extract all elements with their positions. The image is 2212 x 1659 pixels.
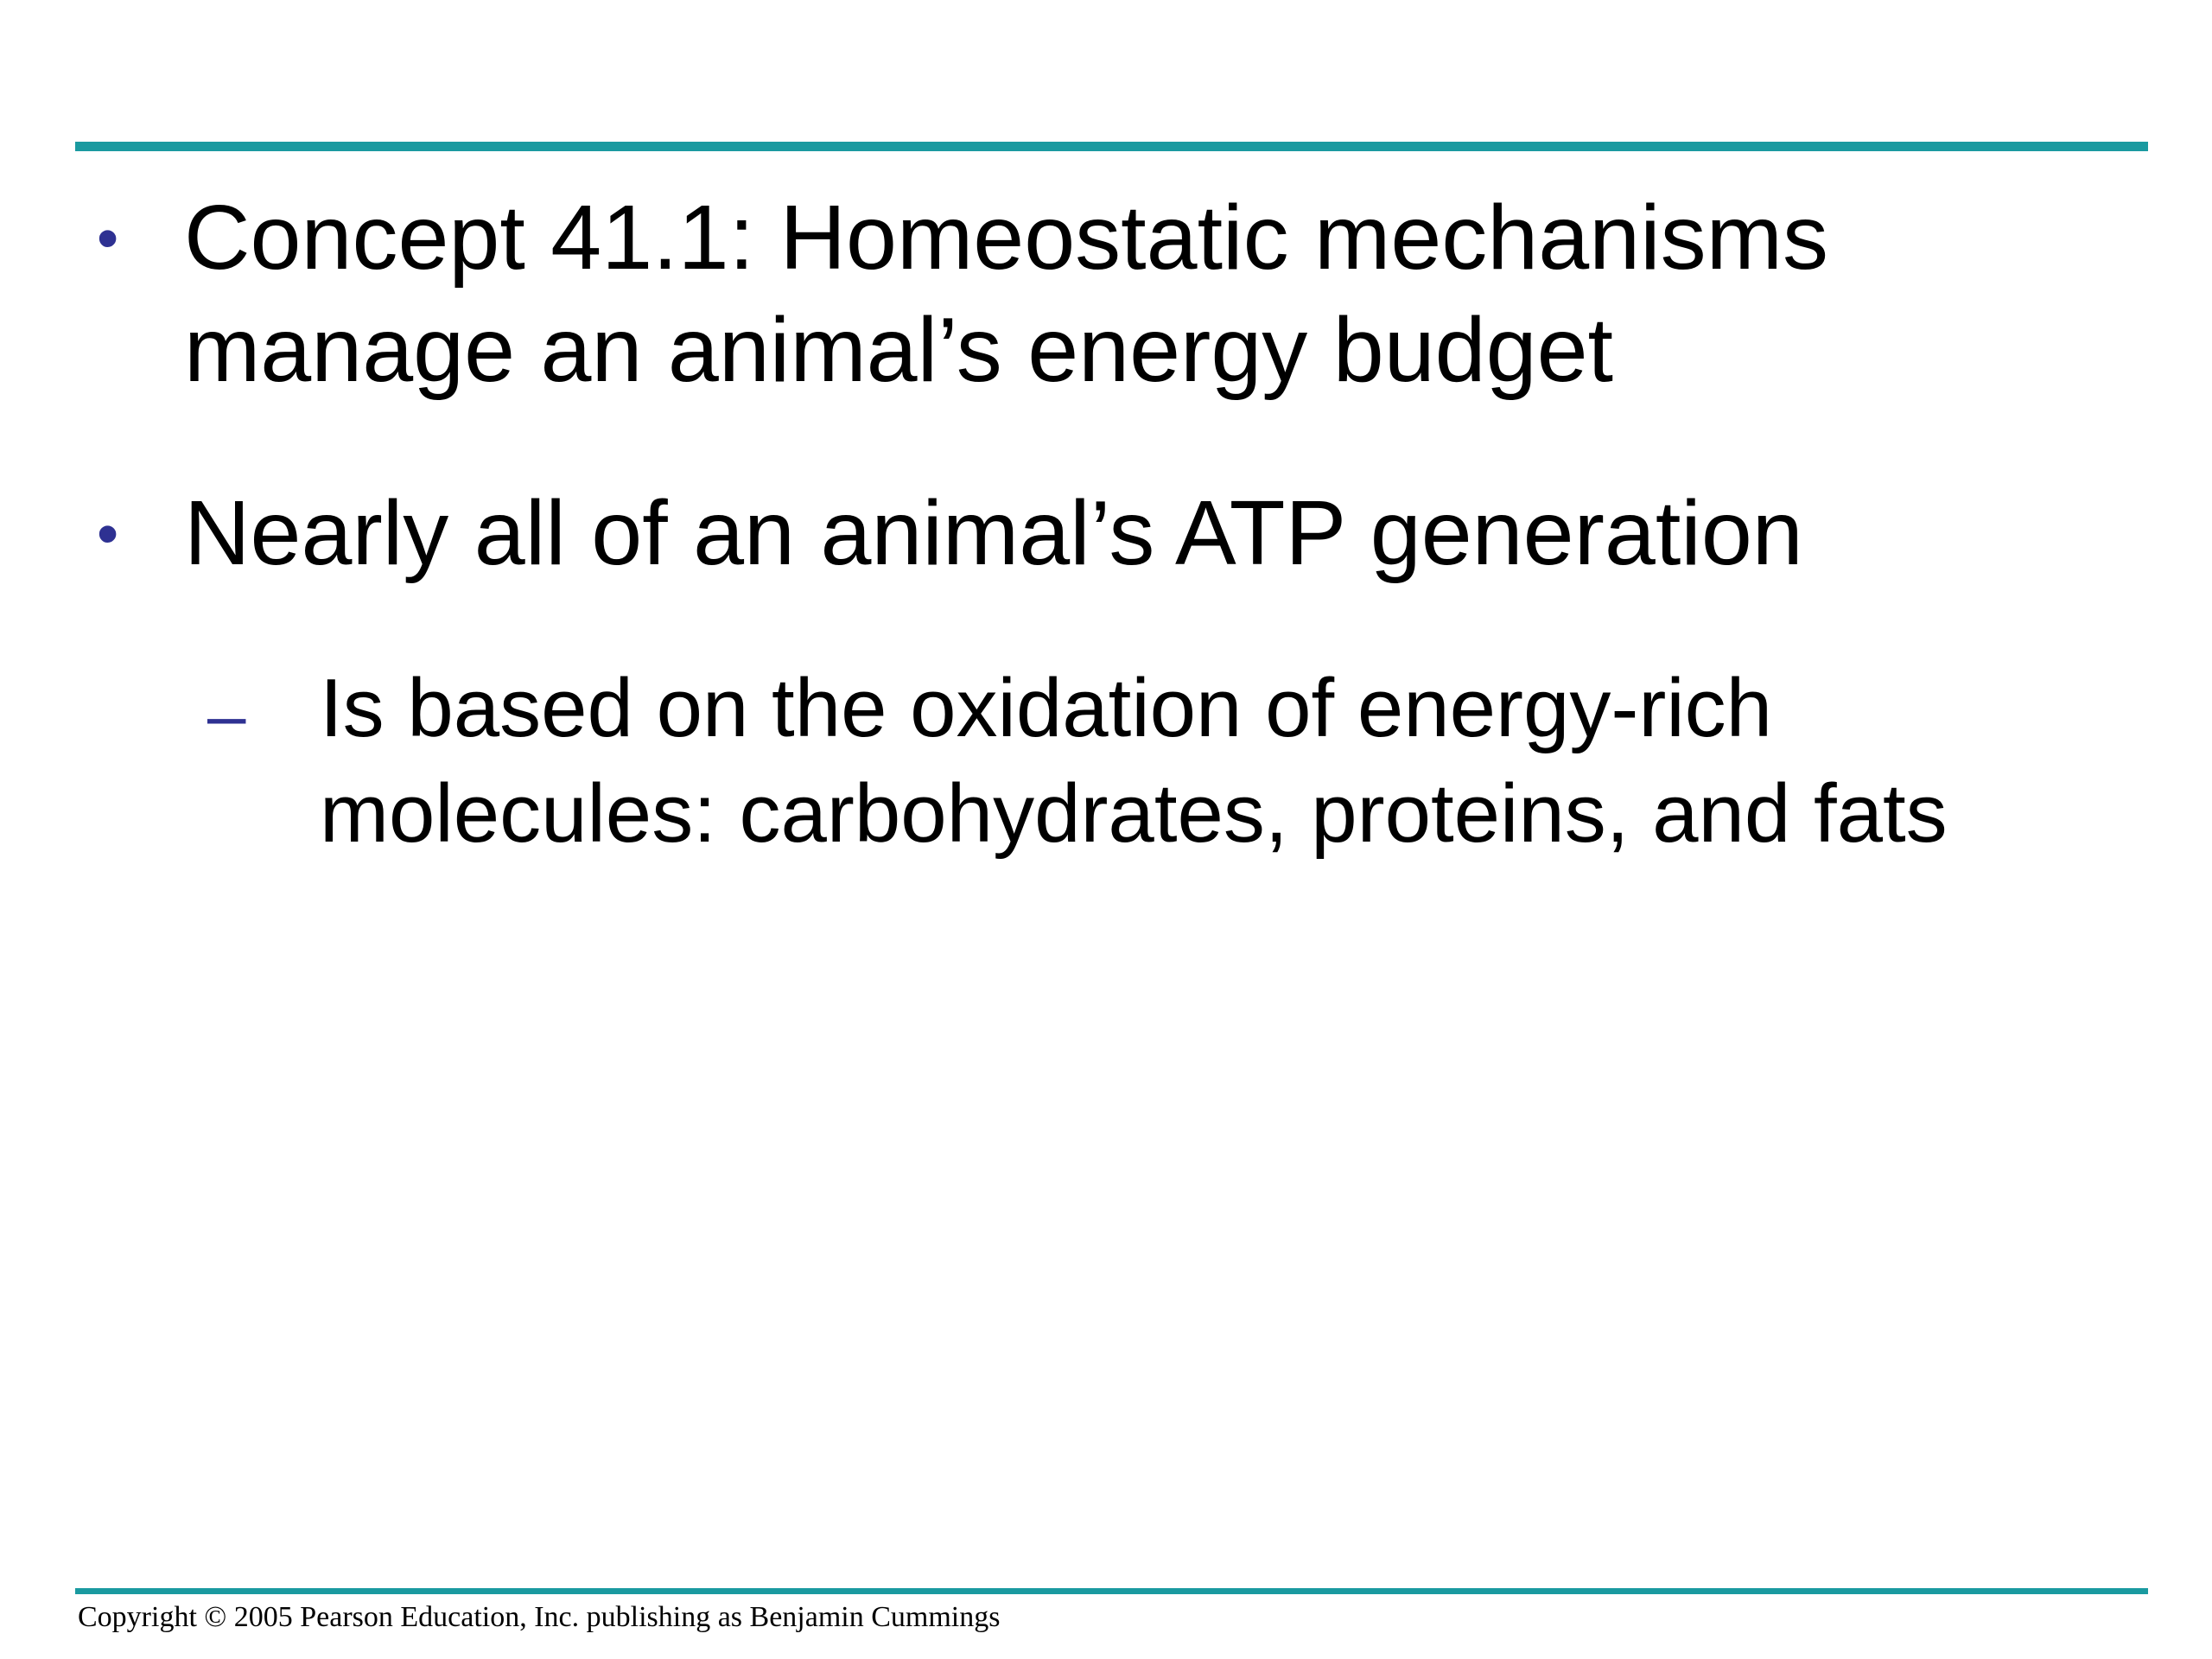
sub-bullet-marker: – [207, 677, 246, 753]
bullet-marker: • [97, 499, 119, 569]
bullet-marker: • [97, 204, 119, 273]
bottom-divider-line [75, 1588, 2148, 1594]
top-divider-line [75, 142, 2148, 151]
bullet-2-line-1: Nearly all of an animal’s ATP generation [184, 482, 1803, 584]
copyright-footer: Copyright © 2005 Pearson Education, Inc. publishing as Benjamin Cummings [78, 1601, 1001, 1633]
bullet-1-line-2: manage an animal’s energy budget [184, 299, 1613, 401]
sub-bullet-1-line-2: molecules: carbohydrates, proteins, and fats [320, 767, 1948, 860]
bullet-1-line-1: Concept 41.1: Homeostatic mechanisms [184, 187, 1828, 289]
sub-bullet-1-line-1: Is based on the oxidation of energy-rich [320, 662, 1773, 754]
